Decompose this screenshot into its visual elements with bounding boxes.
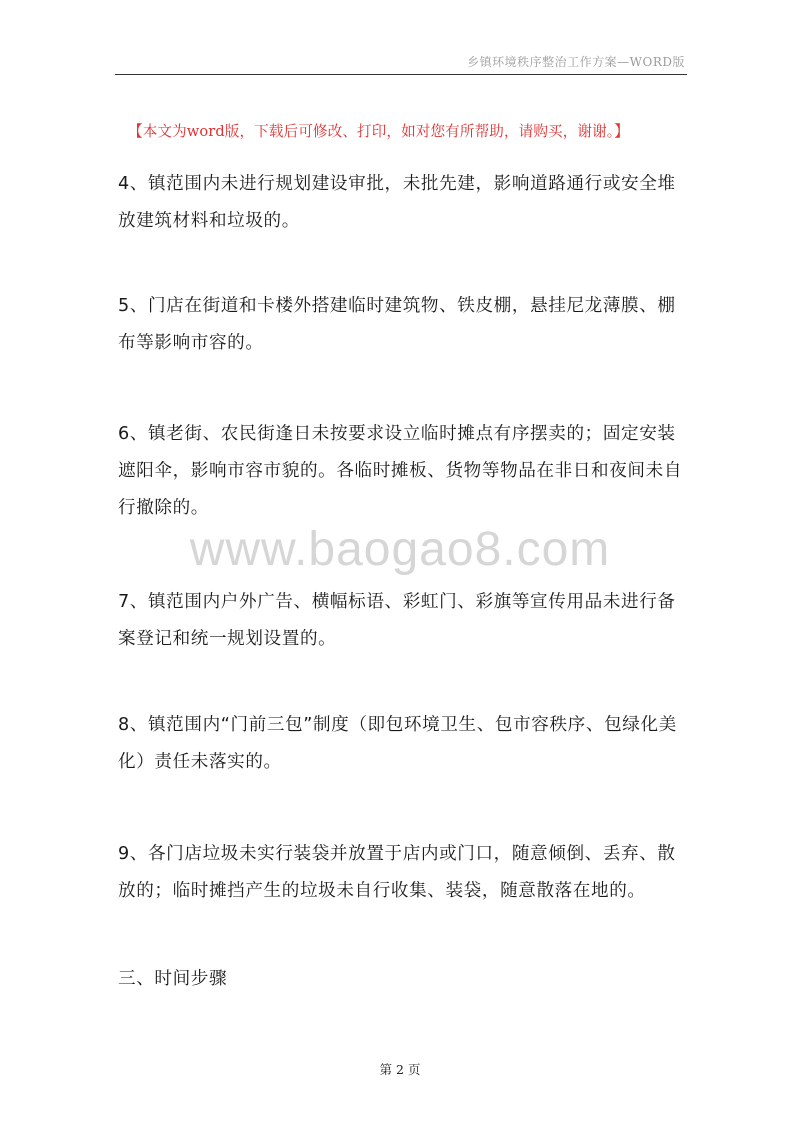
watermark: www.baogao8.com [189,523,611,576]
running-header: 乡镇环境秩序整治工作方案—WORD版 [467,55,685,69]
paragraph-item-8: 8、镇范围内“门前三包”制度（即包环境卫生、包市容秩序、包绿化美化）责任未落实的。 [118,715,677,772]
download-notice: 【本文为word版，下载后可修改、打印，如对您有所帮助，请购买，谢谢。】 [128,123,629,140]
paragraph-item-7: 7、镇范围内户外广告、横幅标语、彩虹门、彩旗等宣传用品未进行备案登记和统一规划设置的。 [118,592,676,649]
section-heading: 三、时间步骤 [118,969,228,989]
page-number: 第 2 页 [379,1062,421,1077]
paragraph-item-6: 6、镇老街、农民街逢日未按要求设立临时摊点有序摆卖的；固定安装遮阳伞，影响市容市貌的。各临时摊板、货物等物品在非日和夜间未自行撤除的。 [118,424,683,518]
paragraph-item-9: 9、各门店垃圾未实行装袋并放置于店内或门口，随意倾倒、丢弃、散放的；临时摊挡产生的垃圾未自行收集、装袋，随意散落在地的。 [118,844,676,901]
paragraph-item-4: 4、镇范围内未进行规划建设审批，未批先建，影响道路通行或安全堆放建筑材料和垃圾的。 [118,174,676,231]
paragraph-item-5: 5、门店在街道和卡楼外搭建临时建筑物、铁皮棚，悬挂尼龙薄膜、棚布等影响市容的。 [118,296,676,353]
header-divider [115,74,687,75]
